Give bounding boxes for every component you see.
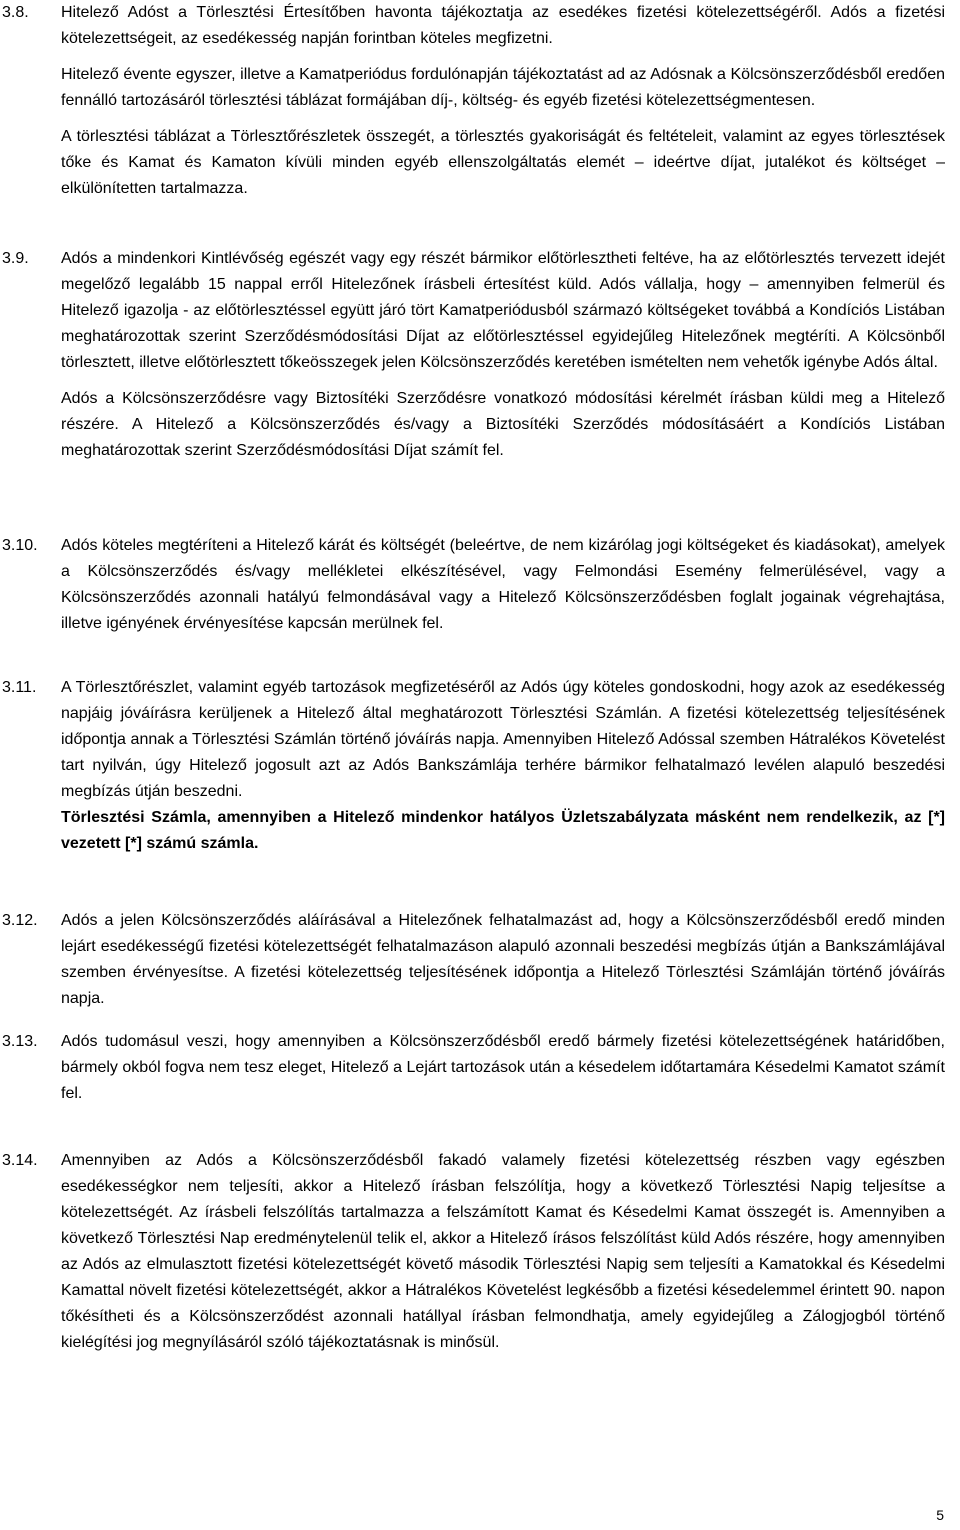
bold-paragraph: Törlesztési Számla, amennyiben a Hitelező mindenkor hatályos Üzletszabályzata másként nem rendelkezik, az [*] vezetett [*] számú számla. bbox=[61, 809, 945, 852]
section-3-11 bbox=[0, 675, 960, 857]
section-3-10 bbox=[0, 533, 960, 637]
section-body bbox=[61, 1148, 945, 1356]
paragraph: Adós a Kölcsönszerződésre vagy Biztosítéki Szerződésre vonatkozó módosítási kérelmét írásban küldi meg a Hitelező részére. A Hitelező a Kölcsönszerződés és/vagy a Biztosítéki Szerződés módosításáért a Kondíciós Listában meghatározottak szerint Szerződésmódosítási Díjat számít fel. bbox=[61, 390, 945, 459]
section-body bbox=[61, 246, 945, 464]
section-body bbox=[61, 533, 945, 637]
paragraph: Adós a jelen Kölcsönszerződés aláírásával a Hitelezőnek felhatalmazást ad, hogy a Kölcsönszerződésből eredő minden lejárt esedékességű fizetési kötelezettségét felhatalmazáson alapuló azonnali beszedési megbízás útján a Bankszámlájával szemben érvényesítse. A fizetési kötelezettség teljesítésének időpontja a Hitelező Törlesztési Számláján történő jóváírás napja. bbox=[61, 912, 945, 1007]
paragraph: Adós a mindenkori Kintlévőség egészét vagy egy részét bármikor előtörlesztheti feltéve, ha az előtörlesztés tervezett idejét megelőző legalább 15 nappal erről Hitelezőnek írásbeli értesítést küld. Adós vállalja, hogy – amennyiben felmerül és Hitelező igazolja - az előtörlesztéssel együtt járó tört Kamatperiódusból származó költségeket továbbá a Kondíciós Listában meghatározottak szerint Szerződésmódosítási Díjat az előtörlesztéssel egyidejűleg Hitelezőnek megtéríti. A Kölcsönből törlesztett, illetve előtörlesztett tőkeösszegek jelen Kölcsönszerződés keretében ismételten nem vehetők igénybe Adós által. bbox=[61, 250, 945, 371]
section-body bbox=[61, 675, 945, 857]
section-body bbox=[61, 908, 945, 1012]
paragraph: Adós tudomásul veszi, hogy amennyiben a Kölcsönszerződésből eredő bármely fizetési kötelezettségének határidőben, bármely okból fogva nem tesz eleget, Hitelező a Lejárt tartozások után a késedelem időtartamára Késedelmi Kamatot számít fel. bbox=[61, 1033, 945, 1102]
section-number: 3.11. bbox=[2, 679, 37, 696]
paragraph: A törlesztési táblázat a Törlesztőrészletek összegét, a törlesztés gyakoriságát és feltételeit, valamint az egyes törlesztések tőke és Kamat és Kamaton kívüli minden egyéb ellenszolgáltatás elemét – ideértve díjat, jutalékot és költséget – elkülönítetten tartalmazza. bbox=[61, 128, 945, 197]
paragraph: Adós köteles megtéríteni a Hitelező kárát és költségét (beleértve, de nem kizárólag jogi költségeket és kiadásokat), amelyek a Kölcsönszerződés és/vagy mellékletei elkészítésével, vagy Felmondási Esemény felmerülésével, vagy a Kölcsönszerződés azonnali hatályú felmondásával vagy a Hitelező Kölcsönszerződésben foglalt jogainak végrehajtása, illetve igényének érvényesítése kapcsán merülnek fel. bbox=[61, 537, 945, 632]
section-3-14 bbox=[0, 1148, 960, 1356]
section-number: 3.14. bbox=[2, 1152, 38, 1169]
paragraph: Amennyiben az Adós a Kölcsönszerződésből fakadó valamely fizetési kötelezettség részben vagy egészben esedékességkor nem teljesíti, akkor a Hitelező írásban felszólítja, hogy a következő Törlesztési Napig teljesítse a kötelezettségét. Az írásbeli felszólítás tartalmazza a felszámított Kamat és Késedelmi Kamat összegét is. Amennyiben a következő Törlesztési Nap eredménytelenül telik el, akkor a Hitelező írásos felszólítást küld Adós részére, hogy amennyiben az Adós az elmulasztott fizetési kötelezettségét követő második Törlesztési Napig sem teljesíti a Kamatokkal és Késedelmi Kamattal növelt fizetési kötelezettségét, akkor a Hátralékos Követelést legkésőbb a fizetési késedelemmel érintett 90. napon tőkésítheti és a Kölcsönszerződést azonnali hatállyal írásban felmondhatja, amely egyidejűleg a Zálogjogból történő kielégítési jog megnyílásáról szóló tájékoztatásnak is minősül. bbox=[61, 1152, 945, 1351]
section-number: 3.12. bbox=[2, 912, 38, 929]
section-number: 3.10. bbox=[2, 537, 38, 554]
section-number: 3.8. bbox=[2, 4, 29, 21]
section-number: 3.13. bbox=[2, 1033, 38, 1050]
section-3-13 bbox=[0, 1029, 960, 1107]
section-3-9 bbox=[0, 246, 960, 464]
section-number: 3.9. bbox=[2, 250, 29, 267]
section-body bbox=[61, 1029, 945, 1107]
section-3-12 bbox=[0, 908, 960, 1012]
paragraph: Hitelező évente egyszer, illetve a Kamatperiódus fordulónapján tájékoztatást ad az Adósnak a Kölcsönszerződésből eredően fennálló tartozásáról törlesztési táblázat formájában díj-, költség- és egyéb fizetési kötelezettségmentesen. bbox=[61, 66, 945, 109]
section-3-8 bbox=[0, 0, 960, 202]
page-number: 5 bbox=[936, 1507, 944, 1523]
paragraph: Hitelező Adóst a Törlesztési Értesítőben havonta tájékoztatja az esedékes fizetési kötelezettségéről. Adós a fizetési kötelezettségeit, az esedékesség napján forintban köteles megfizetni. bbox=[61, 4, 945, 47]
section-body bbox=[61, 0, 945, 202]
paragraph: A Törlesztőrészlet, valamint egyéb tartozások megfizetéséről az Adós úgy köteles gondoskodni, hogy azok az esedékesség napjáig jóváírásra kerüljenek a Hitelező által meghatározott Törlesztési Számlán. A fizetési kötelezettség teljesítésének időpontja annak a Törlesztési Számlán történő jóváírás napja. Amennyiben Hitelező Adóssal szemben Hátralékos Követelést tart nyilván, úgy Hitelező jogosult azt az Adós Bankszámlája terhére bármikor felhatalmazó levélen alapuló beszedési megbízás útján beszedni. bbox=[61, 679, 945, 800]
